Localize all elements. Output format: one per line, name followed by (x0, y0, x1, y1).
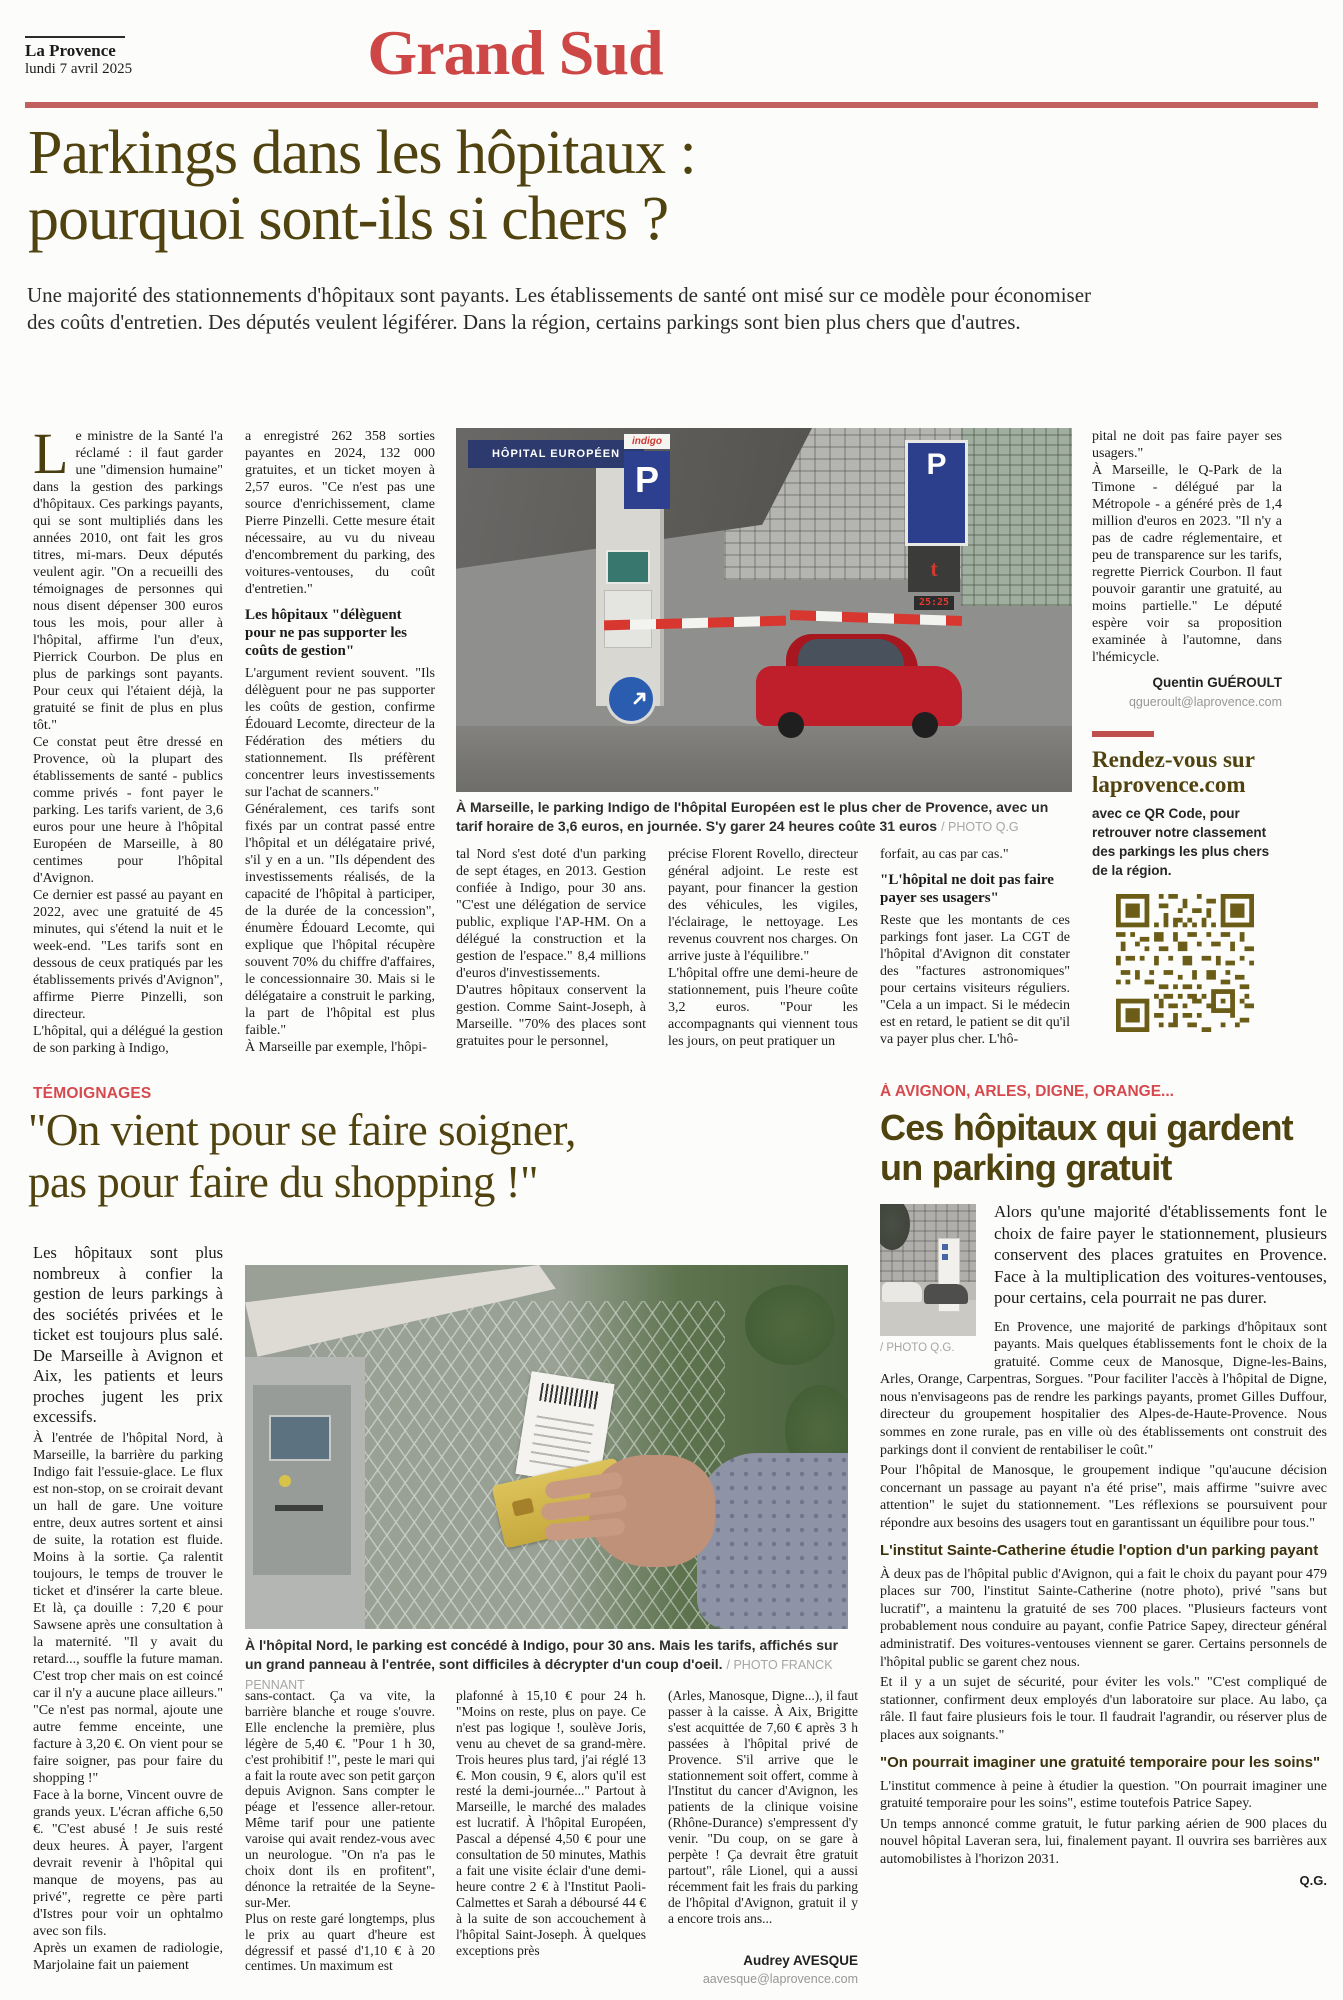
barcode (539, 1383, 599, 1410)
parking-p-sign: P (624, 451, 670, 509)
sign-pictogram (942, 1254, 948, 1260)
section-divider (25, 102, 1318, 108)
author-email: qgueroult@laprovence.com (1128, 695, 1282, 709)
car-wheel (778, 712, 804, 738)
caption-text: À Marseille, le parking Indigo de l'hôpital Européen est le plus cher de Provence, avec un tarif horaire de 3,6 euros, en journée. S'y garer 24 heures coûte 31 euros (456, 799, 1049, 834)
issue-date: lundi 7 avril 2025 (25, 61, 133, 77)
machine-screen (269, 1415, 331, 1461)
free-paragraph-2: Pour l'hôpital de Manosque, le groupement indique "qu'aucune décision concernant un passage au payant n'a été prise", mais affirme "suivre avec attention" le sujet du stationnement. "Les réflexions se poursuivent pour répondre aux besoins des usagers tout en garantissant un équilibre pour tous." (880, 1463, 1327, 1532)
sleeve (697, 1453, 848, 1629)
photo-credit: / PHOTO Q.G (941, 820, 1019, 834)
free-paragraph-4: Et il y a un sujet de sécurité, pour éviter les vols." "C'est compliqué de stationner, confirment deux employés d'un laboratoire sur place. Au labo, ça râle. Il faut faire plusieurs fois le tour. Il faudrait l'agrandir, ou réserver plus de places aux soignants." (880, 1675, 1327, 1743)
ticket-machine-screen (606, 550, 650, 584)
glass-building (961, 428, 1072, 606)
lead-column-1-text: e ministre de la Santé l'a réclamé : il faut garder une "dimension humaine" dans la gestion des parkings d'hôpitaux. Ces parkings payants, qui se sont multipliés dans les années 2010, ont fait les gros titres, mi-mars. Deux députés veulent agir. "On a recueilli des témoignages de personnes qui nous disent dépenser 300 euros tous les mois, pour aller à l'hôpital, affirme l'un d'eux, Pierrick Courbon. De plus en plus de parkings sont payants. Pour ceux qui l'étaient déjà, la gratuité se finit de plus en plus tôt." Ce constat peut être dressé en Provence, où la plupart des établissements de santé - publics comme privés - font payer le parking. Les tarifs varient, de 3,6 euros pour une heure à l'hôpital Européen de Marseille, à 80 centimes pour l'hôpital d'Avignon. Ce dernier est passé au payant en 2022, avec une gratuité de 45 minutes, qui s'étend la nuit et le week-end. "Les tarifs sont en dessous de ceux pratiqués par les établissements privés d'Avignon", affirme Pierre Pinzelli, son directeur. L'hôpital, qui a délégué la gestion de son parking à Indigo, (33, 429, 223, 1056)
witness-column-3-text: plafonné à 15,10 € pour 24 h. "Moins on reste, plus on paye. Ce n'est pas logique !, soulève Joris, venu au chevet de sa grand-mère. Trois heures plus tard, j'ai réglé 13 €. Mon cousin, 9 €, alors qu'il est resté la demi-journée..." Partout à Marseille, le marché des malades est lucratif. À l'hôpital Européen, Pascal a dépensé 4,50 € pour une consultation de 50 minutes, Mathis a fait une visite éclair d'une demi-heure contre 2 € à l'Institut Paoli-Calmettes et Sarah a déboursé 44 € à la suite de son accouchement à l'hôpital Saint-Joseph. À quelques exceptions près (456, 1688, 646, 1958)
section-title: Grand Sud (367, 17, 663, 88)
white-car (882, 1282, 922, 1302)
free-paragraph-6: Un temps annoncé comme gratuit, le futur parking aérien de 900 places du nouvel hôpital Laveran sera, lui, finalement payant. Il ouvrira ses barrières aux automobilistes à l'horizon 2031. (880, 1816, 1327, 1867)
led-display: 25:25 (914, 596, 954, 610)
ticket-text-lines (529, 1412, 594, 1470)
lead-column-2-text-a: a enregistré 262 358 sorties payantes en 2024, 132 000 gratuites, et un ticket moyen à 2,57 euros. "Ce n'est pas une source d'enrichissement, clame Pierre Pinzelli. Cette mesure était nécessaire, au vu du niveau d'encombrement du parking, des voitures-ventouses, du coût d'entretien." (245, 429, 435, 597)
lead-column-5-text-a: forfait, au cas par cas." (880, 847, 1009, 862)
road (880, 1300, 976, 1336)
witness-column-4 (668, 1688, 858, 1990)
photo-free-parking-lot (880, 1204, 976, 1336)
photo-wrap (880, 1204, 980, 1354)
lead-column-4-text: précise Florent Rovello, directeur général adjoint. Le reste est payant, pour financer la gestion des véhicules, les vigiles, l'éclairage, le nettoyage. Les revenus couvrent nos charges. On arrive juste à l'équilibre." L'hôpital offre une demi-heure de stationnement, puis l'heure coûte 3,2 euros. "Pour les accompagnants qui viennent tous les jours, on peut pratiquer un (668, 847, 858, 1049)
free-paragraph-1: En Provence, une majorité de parkings d'hôpitaux sont payants. Mais quelques établissements font le choix de la gratuité. Comme ceux de Manosque, Digne-les-Bains, Arles, Orange, Carpentras, Sorgues. "Pour faciliter l'accès à l'hôpital de Digne, nous n'envisageons pas de rendre les parkings payants, promet Gilles Duffour, directeur du groupement hospitalier des Alpes-de-Haute-Provence. Nous sommes en zone rurale, pas en ville où des établissements ont construit des parkings dont il convient de rentabiliser le coût." (880, 1319, 1327, 1458)
ticket-slot (275, 1505, 323, 1511)
lead-column-4 (668, 846, 858, 1060)
witness-column-4-text: (Arles, Manosque, Digne...), il faut passer à la caisse. À Aix, Brigitte s'est acquittée de 7,60 € après 3 h passées à l'hôpital privé de Provence. S'il arrive que le stationnement soit offert, comme à l'Institut du cancer d'Avignon, les patients de la clinique voisine (Rhône-Durance) s'empressent d'y venir. "Du coup, on se gare à perpète ! Ça devrait être gratuit partout", râle Lionel, qui a aussi récemment fait les frais du parking de l'hôpital d'Avignon, gratuit il y a encore trois ans... (668, 1688, 858, 1926)
witness-lead: Les hôpitaux sont plus nombreux à confier la gestion de leurs parkings à des sociétés privées et le ticket est toujours plus salé. De Marseille à Avignon et Aix, les patients et leurs proches jugent les prix excessifs. (33, 1243, 223, 1426)
dark-car (924, 1284, 968, 1304)
hospital-banner: HÔPITAL EUROPÉEN (468, 440, 644, 468)
photo-caption (456, 798, 1072, 837)
witness-column-1 (33, 1430, 223, 1990)
barrier-right (790, 610, 962, 626)
witness-column-2-text: sans-contact. Ça va vite, la barrière blanche et rouge s'ouvre. Elle enclenche la première, plus légère de 5,40 €. "Pour 1 h 30, c'est prohibitif !", peste le mari qui a fait la route avec son petit garçon depuis Avignon. Sans compter le péage et l'essence aller-retour. Même tarif pour une patiente varoise qui avait rendez-vous avec un neurologue. "On n'a pas le choix dont ils en profitent", dénonce la retraitée de la Seyne-sur-Mer. Plus on reste garé longtemps, plus le prix au quart d'heure est dégressif et passé d'1,10 € à 20 centimes. Un maximum est (245, 1688, 435, 1974)
arrow-icon: ➜ (624, 683, 656, 715)
promo-box (1092, 731, 1282, 1032)
lead-column-5-text-b: Reste que les montants de ces parkings font jaser. La CGT de l'hôpital d'Avignon dit constater des "factures astronomiques" pour certains visiteurs réguliers. "Cela a un impact. Si le médecin est en retard, le patient se dit qu'il va payer plus cher. L'hô- (880, 913, 1070, 1047)
free-parking-article (880, 1083, 1327, 1988)
sign-pictogram (942, 1244, 948, 1250)
lead-column-3 (456, 846, 646, 1060)
photo-credit: / PHOTO Q.G. (880, 1342, 955, 1354)
paper-name: La Provence (25, 41, 116, 60)
photo-parking-entrance (456, 428, 1072, 792)
lead-column-2 (245, 428, 435, 1090)
lead-column-5 (880, 846, 1070, 1060)
lead-column-1 (33, 428, 223, 1090)
blue-direction-sign (606, 674, 656, 724)
indigo-logo: indigo (624, 434, 670, 449)
machine-button (279, 1475, 291, 1487)
photo-credit: / PHOTO FRANCK PENNANT (245, 1658, 833, 1692)
free-paragraph-5: L'institut commence à peine à étudier la question. "On pourrait imaginer une gratuité temporaire pour les soins", estime toutefois Patrice Sapey. (880, 1778, 1327, 1812)
red-car-window (798, 639, 904, 667)
qr-code-icon (1116, 894, 1254, 1032)
witness-column-2 (245, 1688, 435, 1990)
author-name: Audrey AVESQUE (743, 1953, 858, 1969)
byline-block (668, 1953, 858, 1988)
witness-column-3 (456, 1688, 646, 1990)
road (456, 726, 1072, 792)
free-headline: Ces hôpitaux qui gardent un parking gratuit (880, 1107, 1293, 1188)
lead-subhead-1: Les hôpitaux "délèguent pour ne pas supporter les coûts de gestion" (245, 607, 407, 659)
lead-column-2-text-b: L'argument revient souvent. "Ils délèguent pour ne pas supporter les coûts de gestion, confirme Édouard Lecomte, directeur de la Fédération des métiers du stationnement. Ils préfèrent concentrer leurs investissements sur l'achat de scanners." Généralement, ces tarifs sont fixés par un contrat passé entre l'hôpital et un délégataire privé, s'il y en a un. "Ils dépendent des investissements réalisés, de la capacité de l'hôpital à participer, de la durée de la concession", énumère Édouard Lecomte, qui explique que l'hôpital récupère souvent 70% du chiffre d'affaires, le concessionnaire 30. Mais si le délégataire a construit le parking, la part de l'hôpital est plus faible." À Marseille par exemple, l'hôpi- (245, 666, 435, 1055)
author-email: aavesque@laprovence.com (702, 1972, 858, 1987)
promo-title: Rendez-vous sur laprovence.com (1092, 747, 1255, 797)
witness-headline: "On vient pour se faire soigner, pas pour faire du shopping !" (28, 1105, 576, 1207)
free-paragraph-3: À deux pas de l'hôpital public d'Avignon, qui a fait le choix du payant pour 479 places sur 700, l'institut Sainte-Catherine (notre photo), privé "sans but lucratif", a maintenu la gratuité de ses 700 places. "Plusieurs facteurs vont probablement nous conduire au payant, confie Patrice Sapey, directeur général administratif. Des voitures-ventouses viennent se garer. Certains personnels de l'hôpital public se garent chez nous. (880, 1566, 1327, 1670)
free-subhead-1: L'institut Sainte-Catherine étudie l'option d'un parking payant (880, 1541, 1319, 1559)
car-wheel (912, 712, 938, 738)
free-lead: Alors qu'une majorité d'établissements font le choix de faire payer le stationnement, plusieurs conservent des places gratuites en Provence. Face à la multiplication des voitures-ventouses, pour certains, cela pourrait ne pas durer. (994, 1202, 1327, 1307)
machine-panel (253, 1385, 351, 1575)
drop-cap: L (33, 428, 69, 486)
card-chip (512, 1498, 535, 1517)
free-kicker: À AVIGNON, ARLES, DIGNE, ORANGE... (880, 1083, 1174, 1100)
promo-text: avec ce QR Code, pour retrouver notre classement des parkings les plus chers de la région. (1092, 806, 1270, 878)
author-initials: Q.G. (1299, 1872, 1327, 1888)
lead-column-3-text: tal Nord s'est doté d'un parking de sept étages, en 2013. Gestion confiée à Indigo, pour 30 ans. "C'est une délégation de service public, explique l'AP-HM. On a délégué la construction et la gestion de l'espace." 8,4 millions d'euros d'investissements. D'autres hôpitaux conservent la gestion. Comme Saint-Joseph, à Marseille. "70% des places sont gratuites pour le personnel, (456, 847, 646, 1049)
lead-subhead-2: "L'hôpital ne doit pas faire payer ses usagers" (880, 872, 1054, 906)
lead-standfirst: Une majorité des stationnements d'hôpitaux sont payants. Les établissements de santé ont misé sur ce modèle pour économiser des coûts d'entretien. Des députés veulent légiférer. Dans la région, certains parkings sont bien plus chers que d'autres. (27, 283, 1092, 334)
byline-block (1092, 674, 1282, 711)
author-name: Quentin GUÉROULT (1152, 675, 1282, 690)
parking-p-sign-right: P (905, 440, 968, 546)
foliage (745, 1285, 835, 1365)
promo-rule (1092, 731, 1154, 737)
lead-column-6 (1092, 428, 1282, 1090)
free-subhead-2: "On pourrait imaginer une gratuité temporaire pour les soins" (880, 1753, 1321, 1771)
lead-headline: Parkings dans les hôpitaux : pourquoi sont-ils si chers ? (28, 119, 696, 253)
t-sign: t (908, 546, 960, 592)
witness-column-1-text: À l'entrée de l'hôpital Nord, à Marseille, la barrière du parking Indigo fait l'essuie-glace. Le flux est non-stop, on se croirait devant un hall de gare. Une voiture entre, deux autres sortent et ainsi de suite, la rotation est fluide. Moins à la sortie. Ça ralentit toujours, le temps de trouver le ticket et d'insérer la carte bleue. Et là, ça douille : 7,20 € pour Sawsene après une consultation à la maternité. "Il y avait du retard..., souffle la future maman. C'est trop cher mais on est coincé car il n'y a aucune place ailleurs." "Ce n'est pas normal, ajoute une autre femme enceinte, une facture à 3,20 €. On vient pour se faire soigner, pas pour faire du shopping !" Face à la borne, Vincent ouvre de grands yeux. L'écran affiche 6,50 €. "C'est abusé ! Je suis resté deux heures. À payer, l'argent devrait revenir à l'hôpital qui manque de moyens, pas au privé", regrette ce père parti d'Istres pour voir un ophtalmo avec son fils. Après un examen de radiologie, Marjolaine fait un paiement (33, 1431, 223, 1973)
lead-column-6-text: pital ne doit pas faire payer ses usagers." À Marseille, le Q-Park de la Timone - délégué par la Métropole - a généré près de 1,4 million d'euros en 2023. "Il n'y a pas de cadre réglementaire, et peu de transparence sur les tarifs, regrette Pierrick Courbon. Il faut pouvoir garantir une gratuité, au moins partielle." Le député espère voir sa proposition examinée à l'automne, dans l'hémicycle. (1092, 429, 1282, 665)
witness-photo-caption (245, 1636, 848, 1695)
photo-hand-with-cards (245, 1265, 848, 1629)
caption-text: À l'hôpital Nord, le parking est concédé à Indigo, pour 30 ans. Mais les tarifs, affichés sur un grand panneau à l'entrée, sont difficiles à décrypter d'un coup d'oeil. (245, 1637, 839, 1672)
witness-kicker: TÉMOIGNAGES (33, 1085, 152, 1102)
